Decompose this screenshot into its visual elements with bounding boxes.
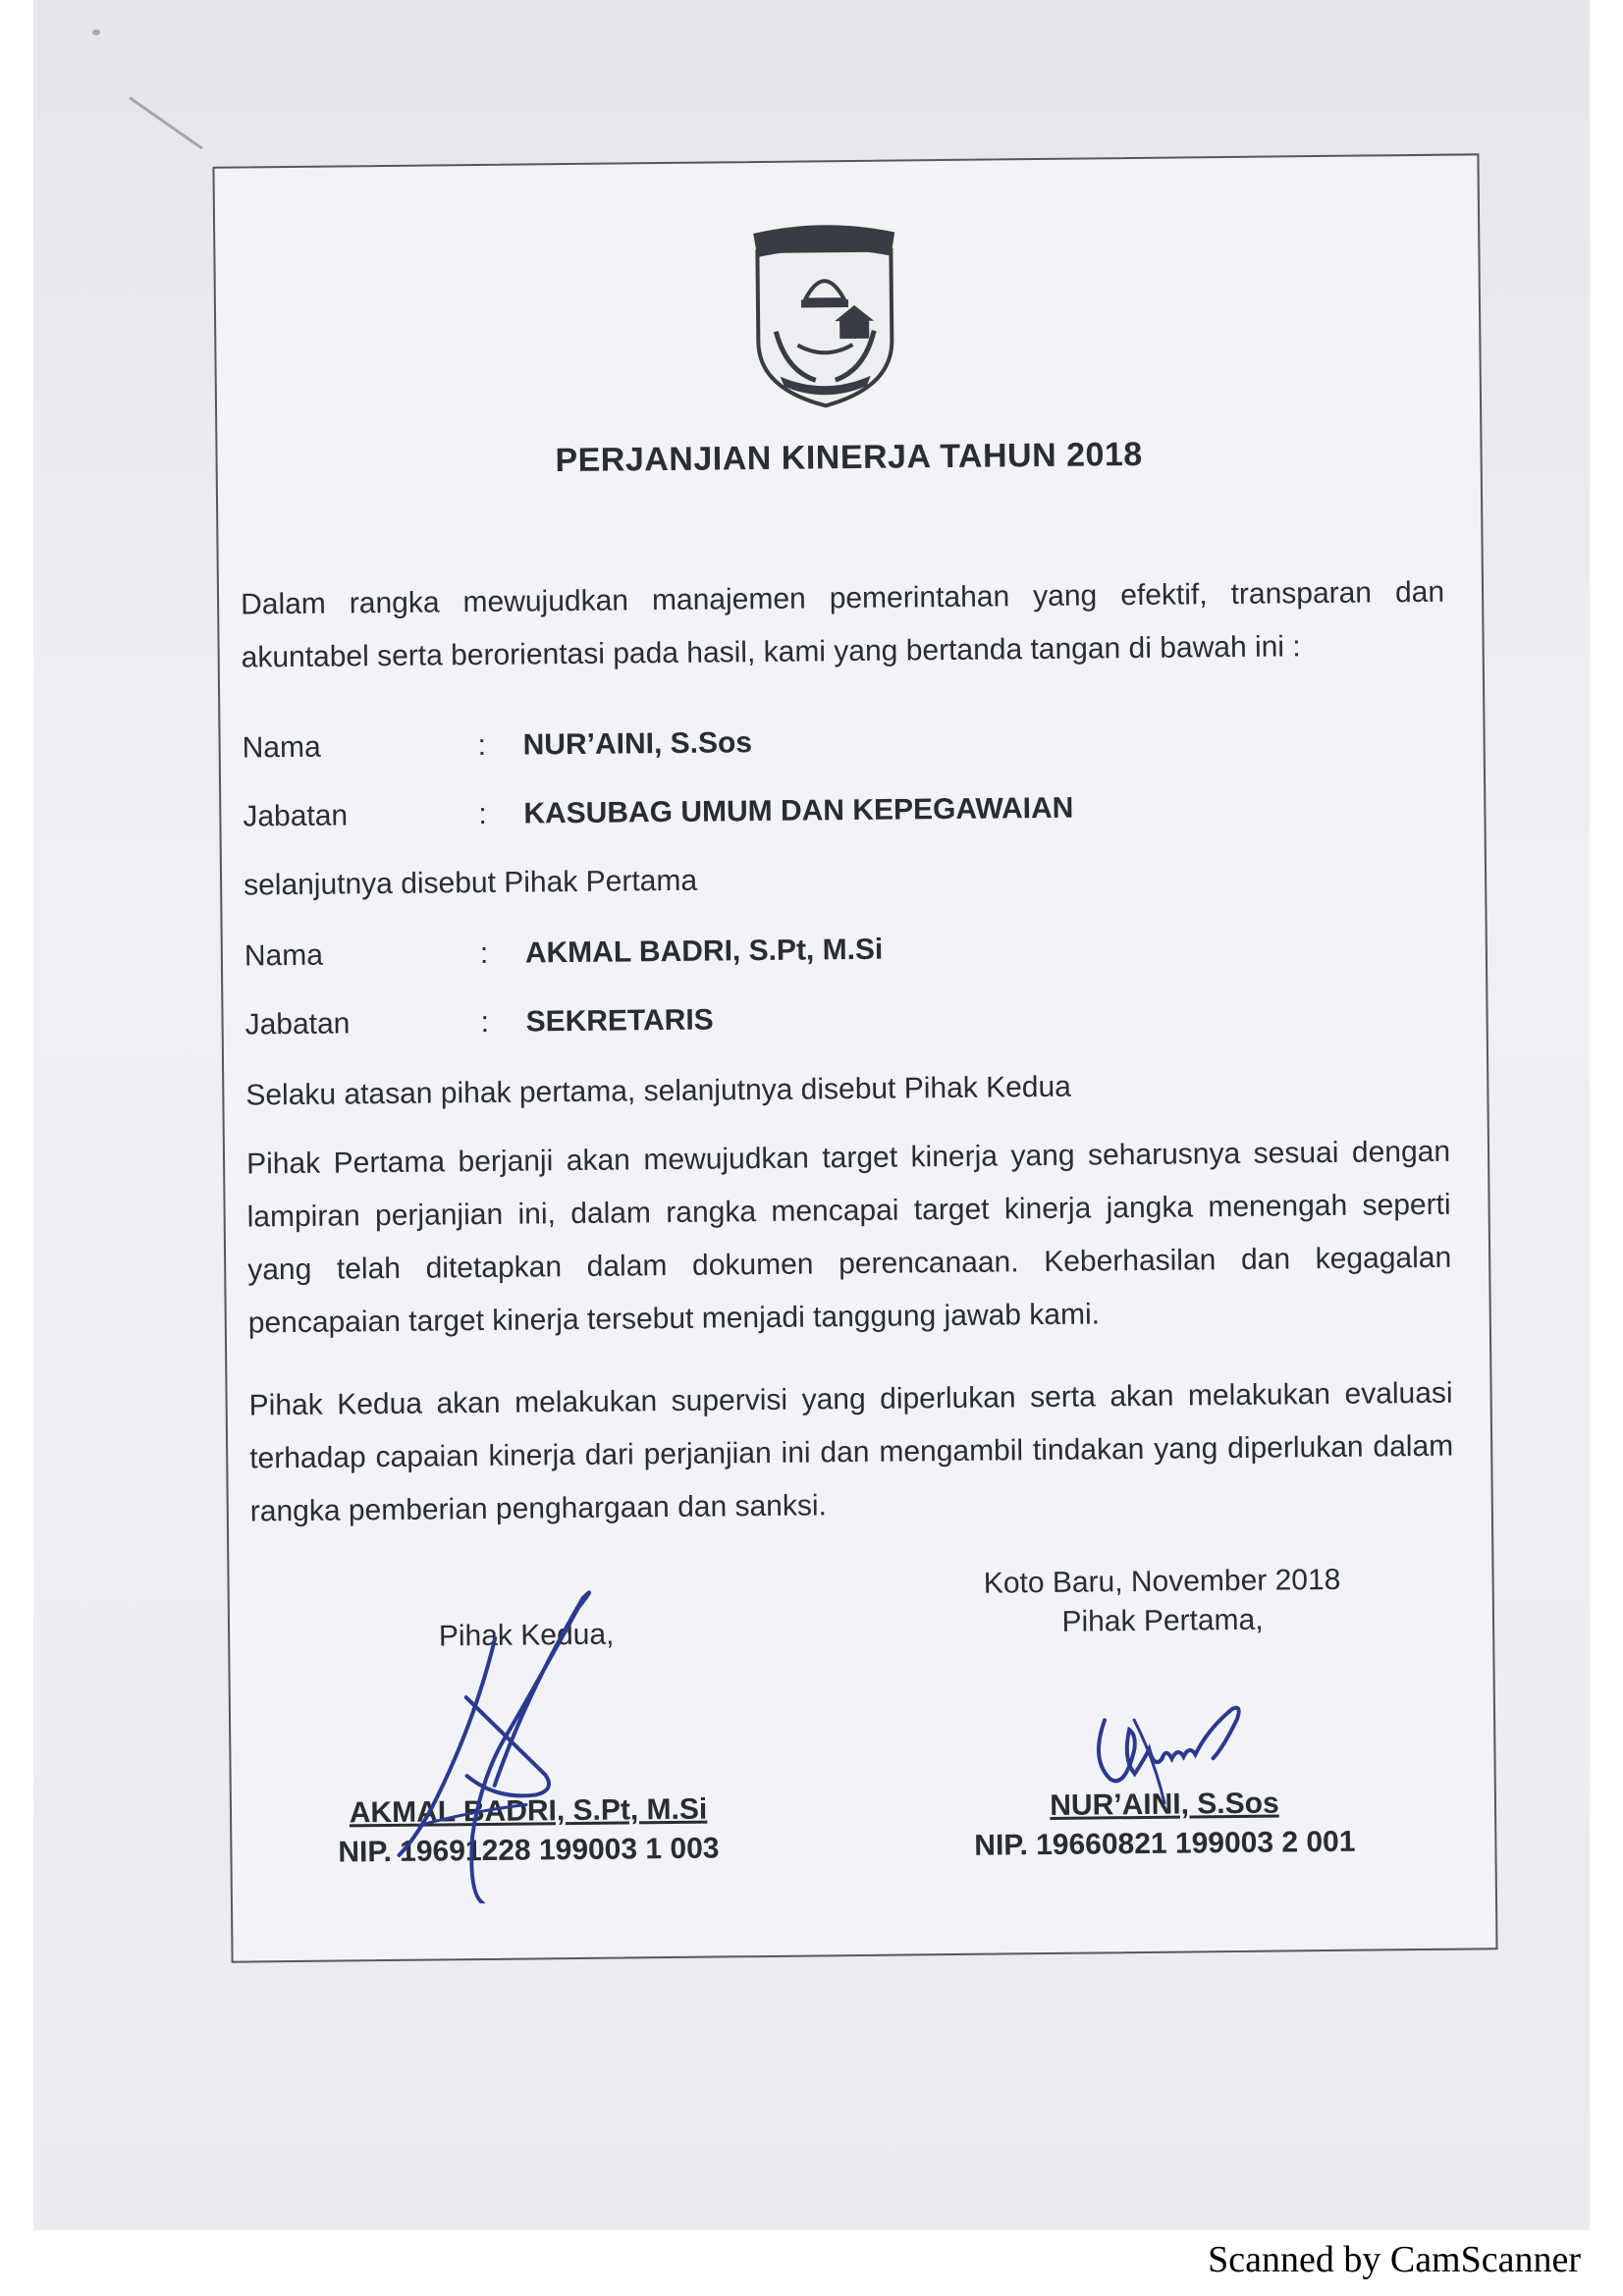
first-party-role: Pihak Pertama,	[1061, 1603, 1264, 1638]
party-one-name: NUR’AINI, S.Sos	[522, 726, 753, 762]
position-label: Jabatan	[243, 799, 349, 833]
second-party-signature-block	[320, 1614, 732, 1657]
place-and-date: Koto Baru, November 2018	[983, 1563, 1341, 1600]
scanned-page	[33, 0, 1590, 2230]
regency-coat-of-arms-icon	[745, 222, 904, 410]
party-one-name-row	[242, 720, 1445, 772]
party-one-position-row	[243, 788, 1446, 840]
party-one-position: KASUBAG UMUM DAN KEPEGAWAIAN	[523, 791, 1074, 830]
second-party-role: Pihak Kedua,	[438, 1618, 615, 1653]
colon: :	[480, 1005, 490, 1039]
second-party-signatory-name: AKMAL BADRI, S.Pt, M.Si	[349, 1792, 708, 1830]
colon: :	[479, 936, 489, 970]
party-two-name-row	[244, 928, 1448, 980]
party-two-name: AKMAL BADRI, S.Pt, M.Si	[524, 933, 884, 970]
party-two-position-row	[244, 996, 1448, 1048]
scan-speck	[92, 29, 100, 35]
party-two-designation: Selaku atasan pihak pertama, selanjutnya disebut Pihak Kedua	[245, 1070, 1072, 1112]
party-two-position: SEKRETARIS	[525, 1003, 714, 1039]
commitment-paragraph: Pihak Pertama berjanji akan mewujudkan target kinerja yang seharusnya sesuai dengan lampiran perjanjian ini, dalam rangka mencapai target kinerja jangka menengah seperti yang telah ditetapkan dalam dokumen perencanaan. Keberhasilan dan kegagalan pencapaian target kinerja tersebut menjadi tanggung jawab kami.	[245, 1135, 1452, 1340]
position-label: Jabatan	[244, 1007, 351, 1041]
colon: :	[478, 797, 487, 831]
first-party-signature-block	[936, 1560, 1388, 1643]
name-label: Nama	[243, 938, 324, 973]
second-party-nip: NIP. 19691228 199003 1 003	[338, 1832, 720, 1869]
scanner-watermark: Scanned by CamScanner	[1208, 2239, 1581, 2280]
party-one-designation: selanjutnya disebut Pihak Pertama	[243, 864, 698, 902]
document-sheet	[212, 153, 1497, 1962]
supervision-paragraph: Pihak Kedua akan melakukan supervisi yang diperlukan serta akan melakukan evaluasi terhadap capaian kinerja dari perjanjian ini dan mengambil tindakan yang diperlukan dalam rangka pemberian penghargaan dan sanksi.	[248, 1376, 1454, 1528]
paper-crease-mark	[129, 96, 202, 149]
intro-paragraph: Dalam rangka mewujudkan manajemen pemerintahan yang efektif, transparan dan akuntabel serta berorientasi pada hasil, kami yang bertanda tangan di bawah ini :	[240, 575, 1445, 674]
first-party-signatory-name: NUR’AINI, S.Sos	[1050, 1787, 1279, 1822]
first-party-nip: NIP. 19660821 199003 2 001	[974, 1825, 1356, 1862]
name-label: Nama	[242, 730, 321, 765]
document-title: PERJANJIAN KINERJA TAHUN 2018	[555, 435, 1143, 480]
colon: :	[477, 728, 487, 763]
